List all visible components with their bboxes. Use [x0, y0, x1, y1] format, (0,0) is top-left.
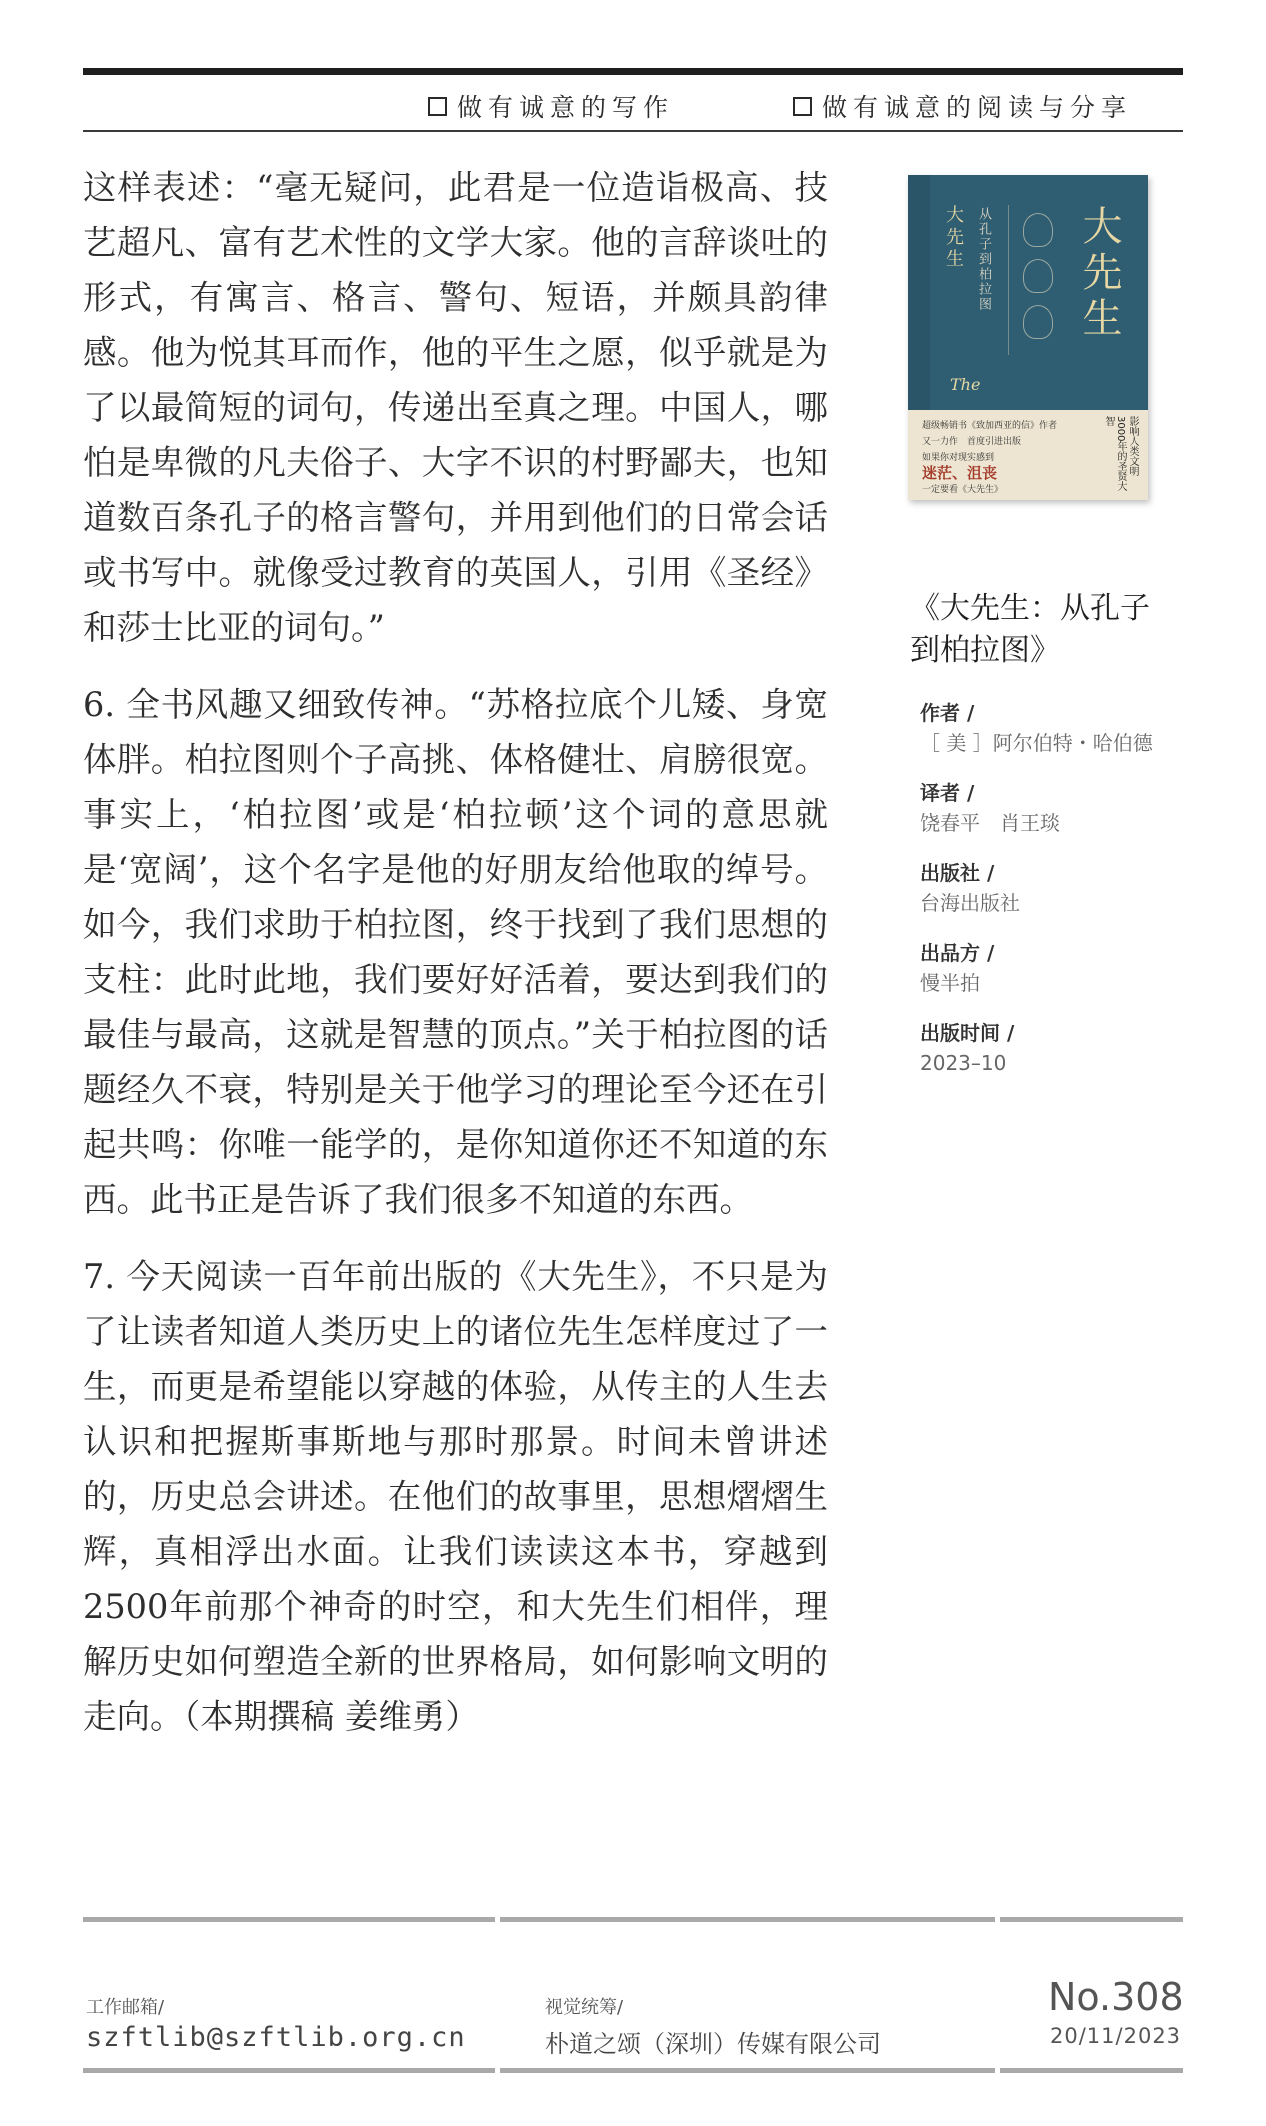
- cover-small-title: 大先生: [943, 205, 964, 271]
- meta-label: 作者 /: [920, 701, 975, 725]
- issue-number: No.308: [1048, 1975, 1184, 2019]
- article-paragraph: 这样表述：“毫无疑问，此君是一位造诣极高、技艺超凡、富有艺术性的文学大家。他的言辞谈吐的形式，有寓言、格言、警句、短语，并颇具韵律感。他为悦其耳而作，他的平生之愿，似乎就是为了以最简短的词句，传递出至真之理。中国人，哪怕是卑微的凡夫俗子、大字不识的村野鄙夫，也知道数百条孔子的格言警句，并用到他们的日常会话或书写中。就像受过教育的英国人，引用《圣经》和莎士比亚的词句。”: [83, 168, 828, 647]
- band-vertical-text: 影响人类文明3000年的圣贤大智: [1103, 416, 1138, 492]
- cover-title: 大先生: [1076, 205, 1122, 343]
- meta-pub-date: [920, 1018, 1180, 1078]
- meta-value: 2023–10: [920, 1051, 1007, 1075]
- meta-label: 出品方 /: [920, 941, 995, 965]
- article-paragraph: 7. 今天阅读一百年前出版的《大先生》，不只是为了让读者知道人类历史上的诸位先生怎样度过了一生，而更是希望能以穿越的体验，从传主的人生去认识和把握斯事斯地与那时那景。时间未曾讲述的，历史总会讲述。在他们的故事里，思想熠熠生辉，真相浮出水面。让我们读读这本书，穿越到2500年前那个神奇的时空，和大先生们相伴，理解历史如何塑造全新的世界格局，如何影响文明的走向。（本期撰稿 姜维勇）: [83, 1257, 828, 1736]
- checkbox-icon: [428, 97, 447, 116]
- meta-translator: [920, 778, 1180, 838]
- meta-label: 译者 /: [920, 781, 975, 805]
- meta-label: 出版时间 /: [920, 1021, 1015, 1045]
- header-tag-writing: [428, 88, 674, 124]
- header-tag-reading-label: 做有诚意的阅读与分享: [822, 93, 1133, 122]
- cover-subtitle: 从孔子到柏拉图: [976, 207, 991, 312]
- portrait-sketch: [1023, 213, 1053, 247]
- cover-portraits: [1008, 205, 1079, 355]
- book-title: 《大先生：从孔子到柏拉图》: [910, 591, 1150, 668]
- footer-email-label: 工作邮箱/: [86, 1997, 165, 2018]
- meta-publisher: [920, 858, 1180, 918]
- header-tag-writing-label: 做有诚意的写作: [457, 93, 675, 122]
- footer-design-value: 朴道之颂（深圳）传媒有限公司: [545, 2030, 881, 2058]
- meta-value: 慢半拍: [920, 971, 980, 995]
- footer-rule: [83, 2068, 495, 2073]
- issue-date: 20/11/2023: [1050, 2024, 1182, 2048]
- header-bar: [83, 82, 1183, 128]
- header-tag-reading: [793, 88, 1132, 124]
- meta-value: 台海出版社: [920, 891, 1020, 915]
- meta-author: [920, 698, 1180, 758]
- band-highlight: 迷茫、沮丧: [922, 464, 998, 482]
- article-paragraph: 6. 全书风趣又细致传神。“苏格拉底个儿矮、身宽体胖。柏拉图则个子高挑、体格健壮、肩膀很宽。事实上，‘柏拉图’或是‘柏拉顿’这个词的意思就是‘宽阔’，这个名字是他的好朋友给他取的绰号。如今，我们求助于柏拉图，终于找到了我们思想的支柱：此时此地，我们要好好活着，要达到我们的最佳与最高，这就是智慧的顶点。”关于柏拉图的话题经久不衰，特别是关于他学习的理论至今还在引起共鸣：你唯一能学的，是你知道你还不知道的东西。此书正是告诉了我们很多不知道的东西。: [83, 685, 828, 1219]
- footer-rule: [500, 1917, 995, 1922]
- band-text: 超级畅销书《致加西亚的信》作者: [922, 421, 1058, 431]
- checkbox-icon: [793, 97, 812, 116]
- meta-producer: [920, 938, 1180, 998]
- band-text: 又一力作 首度引进出版: [922, 437, 1022, 447]
- footer-design-label: 视觉统筹/: [545, 1997, 624, 2018]
- band-text: 一定要看《大先生》: [922, 485, 1004, 495]
- footer-rule: [1000, 1917, 1183, 1922]
- footer-rule: [83, 1917, 495, 1922]
- cover-band: [908, 410, 1148, 500]
- book-cover-image: [908, 175, 1148, 500]
- article-body: [83, 160, 828, 1766]
- footer-email-link[interactable]: szftlib@szftlib.org.cn: [86, 2022, 466, 2053]
- meta-value: ［ 美 ］阿尔伯特・哈伯德: [920, 731, 1153, 755]
- portrait-sketch: [1023, 305, 1053, 339]
- footer-rule: [500, 2068, 995, 2073]
- portrait-sketch: [1023, 259, 1053, 293]
- meta-value: 饶春平 肖王琰: [920, 811, 1060, 835]
- top-rule: [83, 68, 1183, 75]
- footer-rule: [1000, 2068, 1183, 2073]
- header-divider: [83, 130, 1183, 132]
- cover-script: The: [950, 375, 981, 394]
- meta-label: 出版社 /: [920, 861, 995, 885]
- band-text: 如果你对现实感到: [922, 453, 995, 463]
